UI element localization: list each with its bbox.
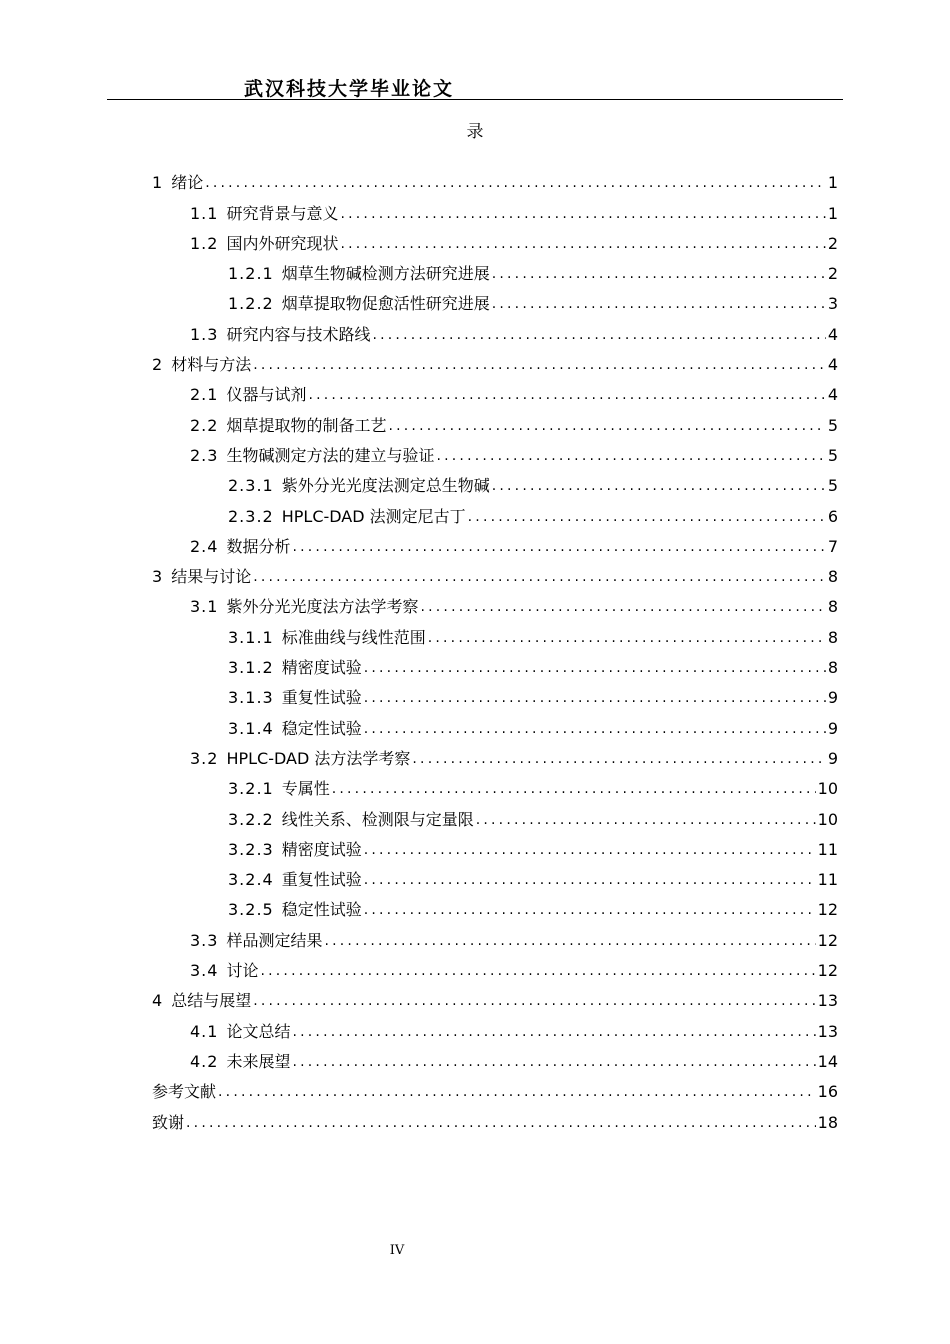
toc-entry[interactable]	[152, 229, 838, 259]
toc-entry-title: 未来展望	[226, 1051, 291, 1071]
toc-entry[interactable]	[152, 744, 838, 774]
toc-entry-page: 8	[827, 658, 838, 678]
toc-dot-leader	[492, 259, 826, 289]
toc-entry[interactable]	[152, 622, 838, 652]
toc-entry-page: 7	[827, 536, 838, 556]
toc-entry-page: 12	[817, 930, 838, 950]
toc-entry[interactable]	[152, 804, 838, 834]
toc-entry[interactable]	[152, 259, 838, 289]
toc-entry-number: 3.1	[190, 597, 219, 617]
toc-entry-title: 研究背景与意义	[226, 203, 339, 223]
toc-dot-leader	[218, 1077, 816, 1107]
toc-entry[interactable]	[152, 319, 838, 349]
toc-entry[interactable]	[152, 774, 838, 804]
toc-entry-page: 5	[827, 476, 838, 496]
page-number: IV	[389, 1243, 405, 1258]
toc-entry[interactable]	[152, 1047, 838, 1077]
toc-entry-title: HPLC-DAD 法方法学考察	[226, 748, 411, 768]
toc-entry-number: 4.2	[190, 1051, 219, 1071]
toc-entry-title: 烟草提取物促愈活性研究进展	[281, 294, 490, 314]
toc-dot-leader	[468, 502, 826, 532]
toc-dot-leader	[292, 532, 825, 562]
toc-entry-number: 2.2	[190, 415, 219, 435]
toc-dot-leader	[324, 926, 815, 956]
toc-entry[interactable]	[152, 986, 838, 1016]
toc-entry-number: 3.2.3	[228, 839, 274, 859]
toc-entry-title: 标准曲线与线性范围	[281, 627, 426, 647]
toc-entry-title: HPLC-DAD 法测定尼古丁	[281, 506, 466, 526]
toc-dot-leader	[420, 592, 825, 622]
toc-dot-leader	[364, 835, 816, 865]
toc-entry-title: 数据分析	[226, 536, 291, 556]
toc-dot-leader	[364, 653, 826, 683]
toc-entry-number: 3.2.5	[228, 900, 274, 920]
toc-entry-title: 精密度试验	[281, 839, 362, 859]
toc-entry-number: 3.2.1	[228, 779, 274, 799]
toc-dot-leader	[308, 380, 825, 410]
toc-entry-page: 1	[827, 203, 838, 223]
toc-entry-title: 稳定性试验	[281, 718, 362, 738]
toc-entry-title: 总结与展望	[171, 991, 252, 1011]
document-header-title: 武汉科技大学毕业论文	[244, 78, 455, 100]
toc-entry-title: 研究内容与技术路线	[226, 324, 371, 344]
toc-entry[interactable]	[152, 1016, 838, 1046]
toc-entry-page: 5	[827, 415, 838, 435]
toc-entry-page: 8	[827, 597, 838, 617]
toc-entry[interactable]	[152, 713, 838, 743]
toc-entry-page: 12	[817, 961, 838, 981]
toc-entry-number: 1.3	[190, 324, 219, 344]
toc-entry-number: 3.2.4	[228, 870, 274, 890]
toc-entry-page: 14	[817, 1051, 838, 1071]
toc-entry-number: 1.1	[190, 203, 219, 223]
toc-entry[interactable]	[152, 895, 838, 925]
toc-entry-page: 10	[817, 809, 838, 829]
toc-dot-leader	[260, 956, 815, 986]
toc-entry-page: 8	[827, 567, 838, 587]
toc-entry-number: 2.3.2	[228, 506, 274, 526]
toc-dot-leader	[292, 1017, 815, 1047]
toc-dot-leader	[332, 774, 816, 804]
toc-entry[interactable]	[152, 501, 838, 531]
toc-entry-page: 4	[827, 355, 838, 375]
toc-entry-number: 3	[152, 567, 164, 587]
toc-entry[interactable]	[152, 471, 838, 501]
toc-entry-number: 2.1	[190, 385, 219, 405]
toc-entry-page: 10	[817, 779, 838, 799]
toc-entry[interactable]	[152, 1107, 838, 1137]
toc-dot-leader	[364, 865, 816, 895]
toc-entry-number: 1	[152, 173, 164, 193]
toc-entry-number: 3.1.1	[228, 627, 274, 647]
toc-dot-leader	[340, 229, 825, 259]
toc-entry-title: 仪器与试剂	[226, 385, 307, 405]
toc-entry-title: 讨论	[226, 961, 259, 981]
toc-entry-page: 9	[827, 688, 838, 708]
toc-entry-number: 1.2.2	[228, 294, 274, 314]
toc-entry-page: 4	[827, 324, 838, 344]
toc-entry[interactable]	[152, 198, 838, 228]
toc-dot-leader	[364, 714, 826, 744]
toc-entry-number: 3.1.2	[228, 658, 274, 678]
toc-entry-title: 精密度试验	[281, 658, 362, 678]
toc-entry-title: 致谢	[152, 1112, 185, 1132]
toc-entry-number: 1.2	[190, 233, 219, 253]
toc-entry-number: 3.1.4	[228, 718, 274, 738]
toc-entry-title: 结果与讨论	[171, 567, 252, 587]
toc-entry-page: 9	[827, 718, 838, 738]
toc-entry[interactable]	[152, 380, 838, 410]
toc-entry-number: 1.2.1	[228, 264, 274, 284]
toc-entry-page: 1	[827, 173, 838, 193]
toc-entry-page: 8	[827, 627, 838, 647]
toc-entry[interactable]	[152, 1077, 838, 1107]
toc-dot-leader	[292, 1047, 815, 1077]
toc-entry-page: 16	[817, 1082, 838, 1102]
toc-entry-title: 参考文献	[152, 1082, 217, 1102]
toc-heading: 录	[466, 122, 484, 142]
toc-entry-number: 3.2	[190, 748, 219, 768]
toc-entry-title: 国内外研究现状	[226, 233, 339, 253]
toc-entry-page: 4	[827, 385, 838, 405]
toc-dot-leader	[388, 411, 825, 441]
toc-entry[interactable]	[152, 925, 838, 955]
toc-entry[interactable]	[152, 350, 838, 380]
toc-dot-leader	[364, 683, 826, 713]
toc-entry-title: 烟草提取物的制备工艺	[226, 415, 387, 435]
toc-entry-number: 4	[152, 991, 164, 1011]
toc-entry-number: 2.4	[190, 536, 219, 556]
toc-entry-page: 11	[817, 870, 838, 890]
table-of-contents	[152, 168, 838, 1138]
toc-dot-leader	[372, 320, 825, 350]
toc-entry-page: 2	[827, 233, 838, 253]
toc-entry-page: 11	[817, 839, 838, 859]
toc-entry-page: 2	[827, 264, 838, 284]
toc-entry[interactable]	[152, 683, 838, 713]
toc-entry-title: 生物碱测定方法的建立与验证	[226, 445, 435, 465]
toc-dot-leader	[428, 623, 826, 653]
toc-entry[interactable]	[152, 168, 838, 198]
toc-entry-title: 论文总结	[226, 1021, 291, 1041]
toc-entry-number: 2.3.1	[228, 476, 274, 496]
toc-dot-leader	[436, 441, 825, 471]
toc-entry-number: 3.1.3	[228, 688, 274, 708]
toc-entry-title: 专属性	[281, 779, 330, 799]
toc-entry-number: 4.1	[190, 1021, 219, 1041]
toc-entry-title: 紫外分光光度法测定总生物碱	[281, 476, 490, 496]
toc-entry-number: 3.3	[190, 930, 219, 950]
toc-entry[interactable]	[152, 441, 838, 471]
toc-entry-title: 材料与方法	[171, 355, 252, 375]
toc-entry-title: 重复性试验	[281, 688, 362, 708]
toc-entry-number: 2	[152, 355, 164, 375]
toc-entry-page: 18	[817, 1112, 838, 1132]
toc-dot-leader	[412, 744, 825, 774]
toc-entry-title: 重复性试验	[281, 870, 362, 890]
toc-entry[interactable]	[152, 289, 838, 319]
toc-entry[interactable]	[152, 956, 838, 986]
toc-entry[interactable]	[152, 532, 838, 562]
toc-dot-leader	[253, 986, 815, 1016]
toc-entry-page: 6	[827, 506, 838, 526]
toc-entry[interactable]	[152, 592, 838, 622]
toc-entry[interactable]	[152, 562, 838, 592]
toc-entry-number: 3.2.2	[228, 809, 274, 829]
toc-entry-page: 3	[827, 294, 838, 314]
toc-dot-leader	[253, 350, 826, 380]
toc-entry[interactable]	[152, 410, 838, 440]
toc-entry-page: 5	[827, 445, 838, 465]
toc-entry-title: 稳定性试验	[281, 900, 362, 920]
toc-dot-leader	[186, 1108, 816, 1138]
toc-entry-title: 紫外分光光度法方法学考察	[226, 597, 419, 617]
toc-entry-page: 12	[817, 900, 838, 920]
toc-dot-leader	[492, 471, 826, 501]
toc-entry-title: 绪论	[171, 173, 204, 193]
toc-entry[interactable]	[152, 835, 838, 865]
toc-dot-leader	[364, 895, 816, 925]
toc-entry-page: 9	[827, 748, 838, 768]
header-divider	[107, 99, 843, 100]
toc-entry-title: 烟草生物碱检测方法研究进展	[281, 264, 490, 284]
toc-entry-number: 2.3	[190, 445, 219, 465]
toc-entry-title: 线性关系、检测限与定量限	[281, 809, 474, 829]
toc-entry-page: 13	[817, 991, 838, 1011]
toc-dot-leader	[476, 805, 816, 835]
toc-entry-page: 13	[817, 1021, 838, 1041]
toc-dot-leader	[492, 289, 826, 319]
toc-dot-leader	[253, 562, 826, 592]
toc-entry-title: 样品测定结果	[226, 930, 323, 950]
toc-dot-leader	[205, 168, 826, 198]
toc-entry-number: 3.4	[190, 961, 219, 981]
toc-entry[interactable]	[152, 865, 838, 895]
toc-dot-leader	[340, 199, 825, 229]
toc-entry[interactable]	[152, 653, 838, 683]
